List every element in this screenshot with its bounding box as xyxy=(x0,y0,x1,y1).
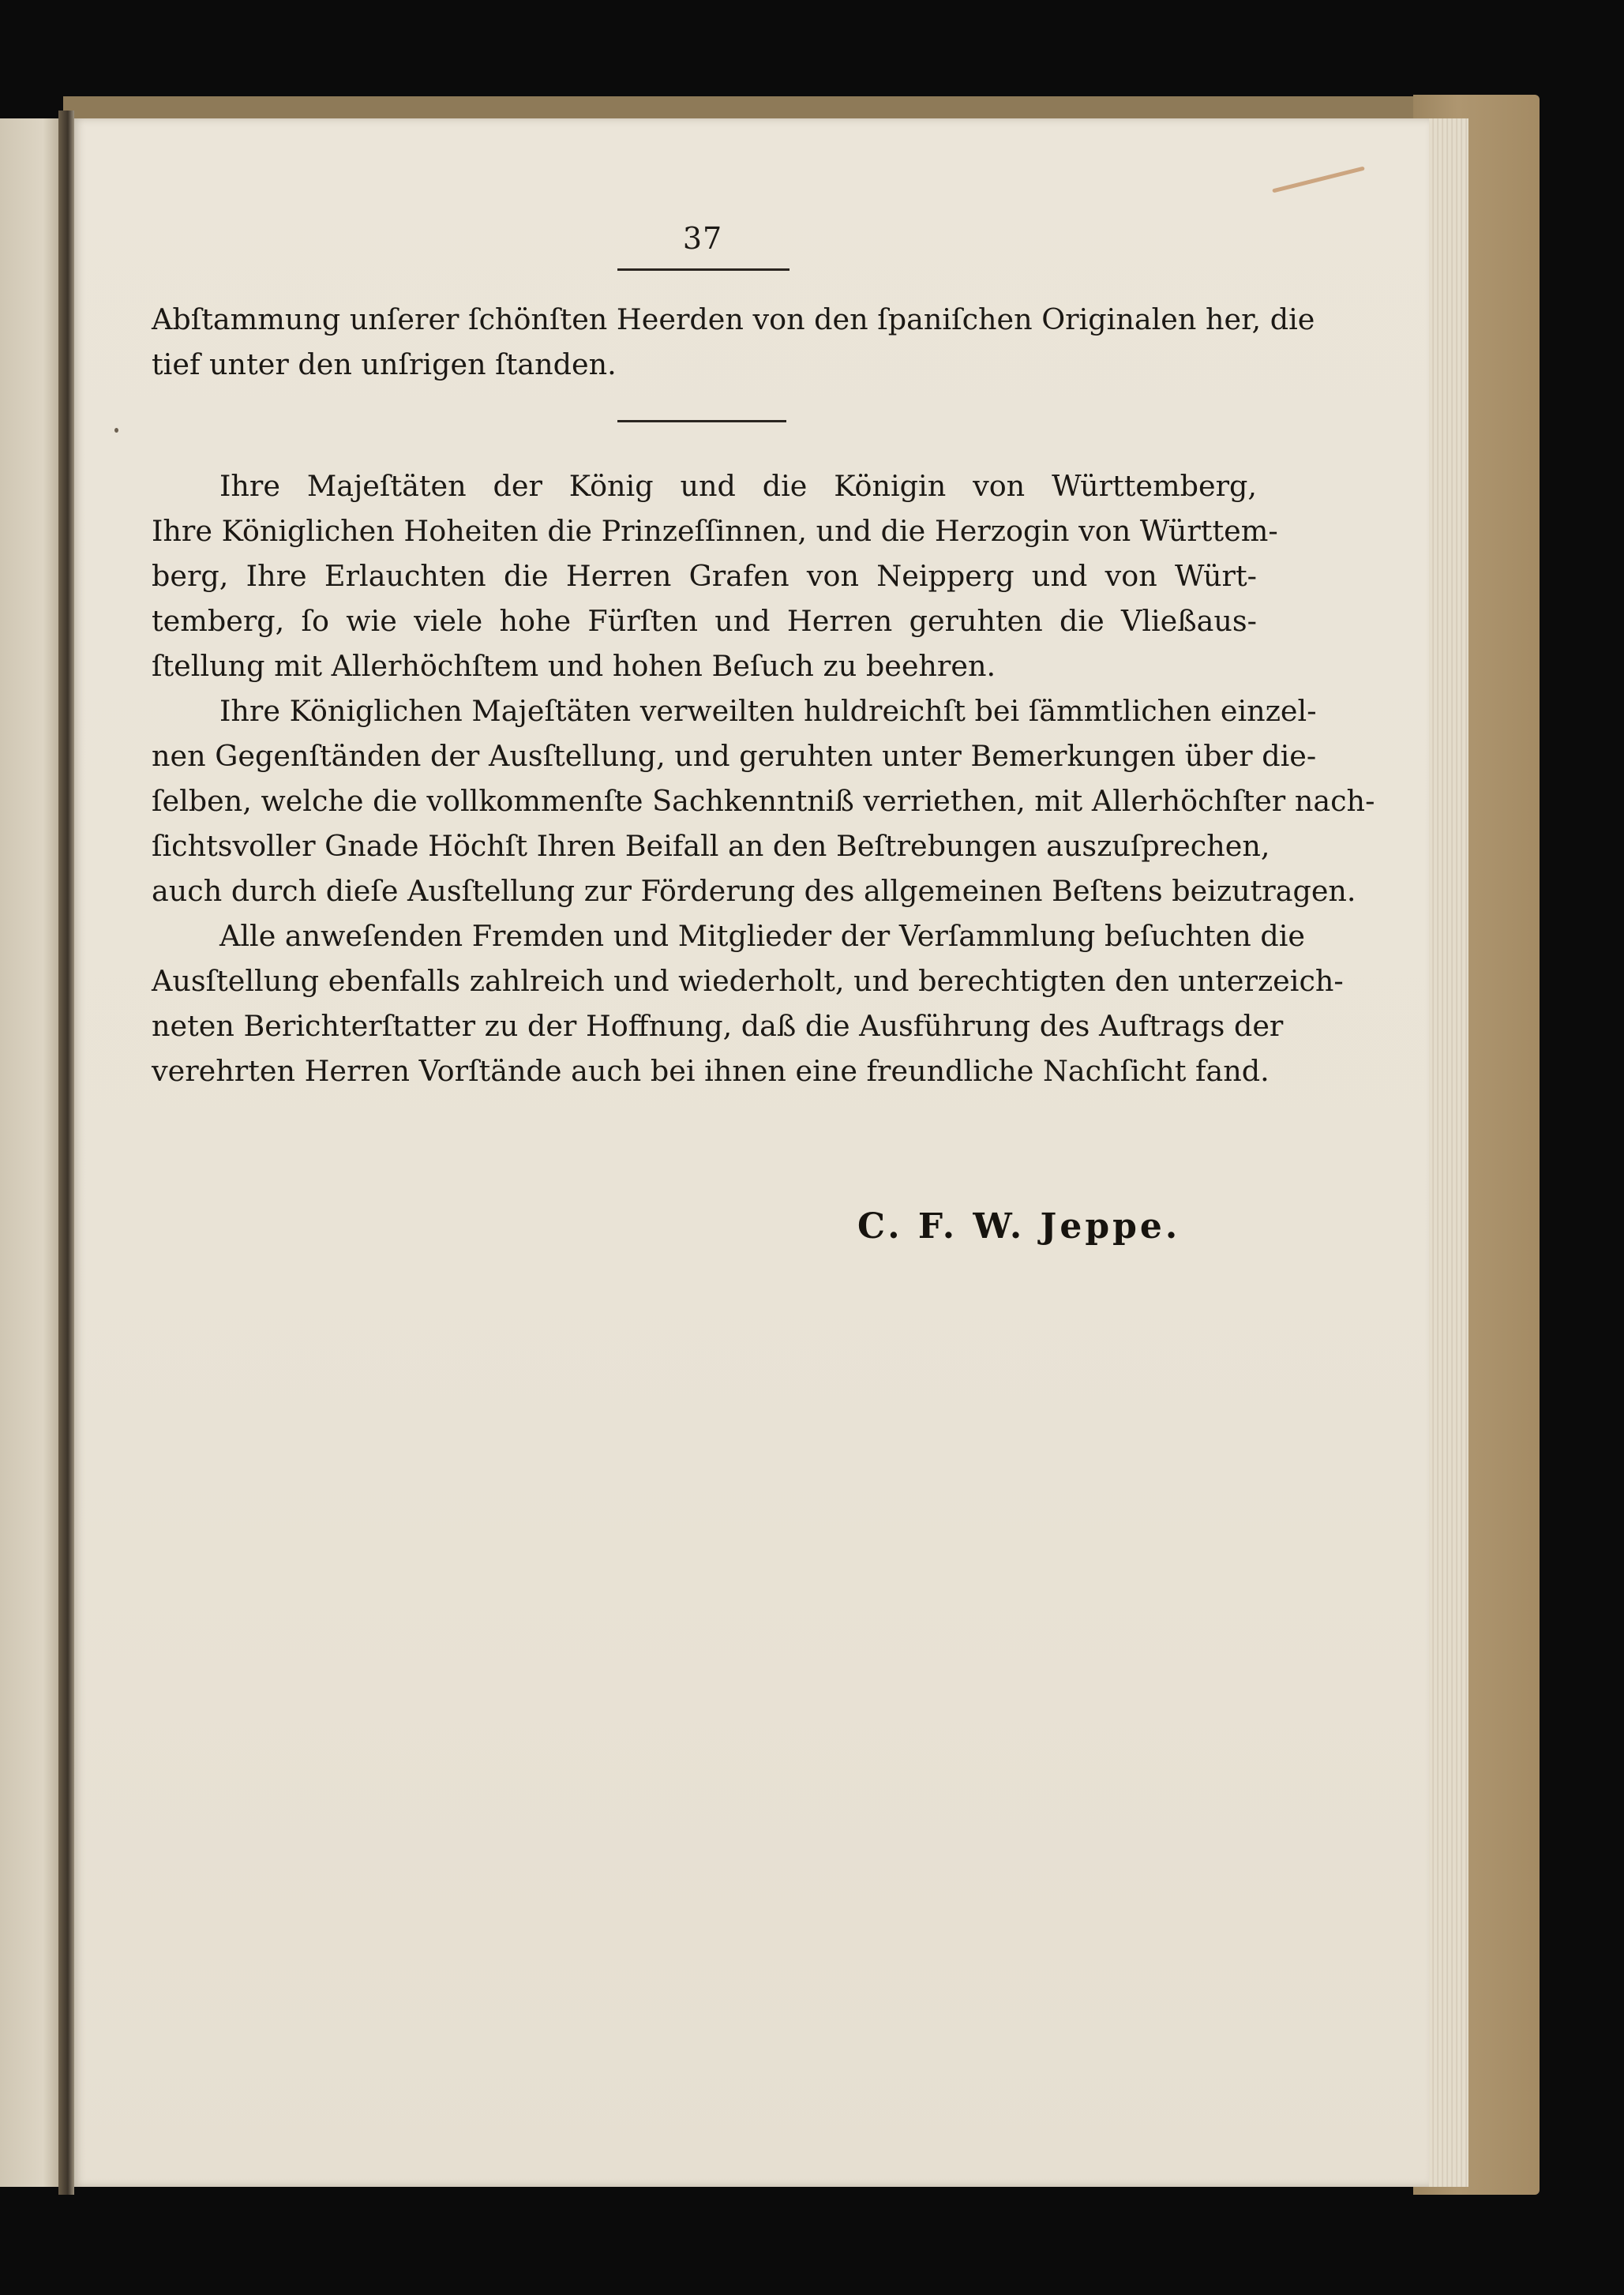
page-stack-edges xyxy=(1425,118,1468,2187)
text-line: Abſtammung unſerer ſchönſten Heerden von den ſpaniſchen Originalen her, die xyxy=(152,302,1315,336)
text-line: Ihre Königlichen Majeſtäten verweilten huldreichſt bei ſämmtlichen einzel- xyxy=(219,694,1317,728)
text-line: ſelben, welche die vollkommenſte Sachkenntniß verriethen, mit Allerhöchſter nach- xyxy=(152,784,1375,818)
paper-speck xyxy=(114,428,118,433)
text-line: verehrten Herren Vorſtände auch bei ihnen eine freundliche Nachſicht fand. xyxy=(152,1054,1270,1088)
text-line: auch durch dieſe Ausſtellung zur Förderung des allgemeinen Beſtens beizutragen. xyxy=(152,874,1356,908)
author-signature: C. F. W. Jeppe. xyxy=(857,1206,1181,1247)
text-line: temberg, ſo wie viele hohe Fürſten und Herren geruhten die Vließaus- xyxy=(152,604,1257,638)
text-line: berg, Ihre Erlauchten die Herren Grafen von Neipperg und von Würt- xyxy=(152,559,1257,593)
text-line: Ihre Majeſtäten der König und die Königin von Württemberg, xyxy=(219,469,1257,503)
text-line: Alle anweſenden Fremden und Mitglieder der Verſammlung beſuchten die xyxy=(219,919,1305,953)
text-line: ſichtsvoller Gnade Höchſt Ihren Beifall an den Beſtrebungen auszuſprechen, xyxy=(152,829,1270,863)
left-page-edge xyxy=(0,118,62,2187)
book-cover-top-edge xyxy=(63,96,1532,118)
header-rule xyxy=(617,268,789,271)
opening-text xyxy=(152,297,1315,387)
text-line: nen Gegenſtänden der Ausſtellung, und geruhten unter Bemerkungen über die- xyxy=(152,739,1317,773)
text-line: tief unter den unſrigen ſtanden. xyxy=(152,347,617,381)
book-gutter xyxy=(58,111,74,2195)
page-number: 37 xyxy=(682,221,723,256)
section-rule xyxy=(617,420,786,422)
text-line: neten Berichterſtatter zu der Hoffnung, daß die Ausführung des Auftrags der xyxy=(152,1009,1284,1043)
book-page xyxy=(73,118,1429,2187)
body-text xyxy=(152,463,1375,1093)
text-line: Ihre Königlichen Hoheiten die Prinzeſſinnen, und die Herzogin von Württem- xyxy=(152,514,1278,548)
text-line: ſtellung mit Allerhöchſtem und hohen Beſuch zu beehren. xyxy=(152,649,996,683)
text-line: Ausſtellung ebenfalls zahlreich und wiederholt, und berechtigten den unterzeich- xyxy=(152,964,1344,998)
